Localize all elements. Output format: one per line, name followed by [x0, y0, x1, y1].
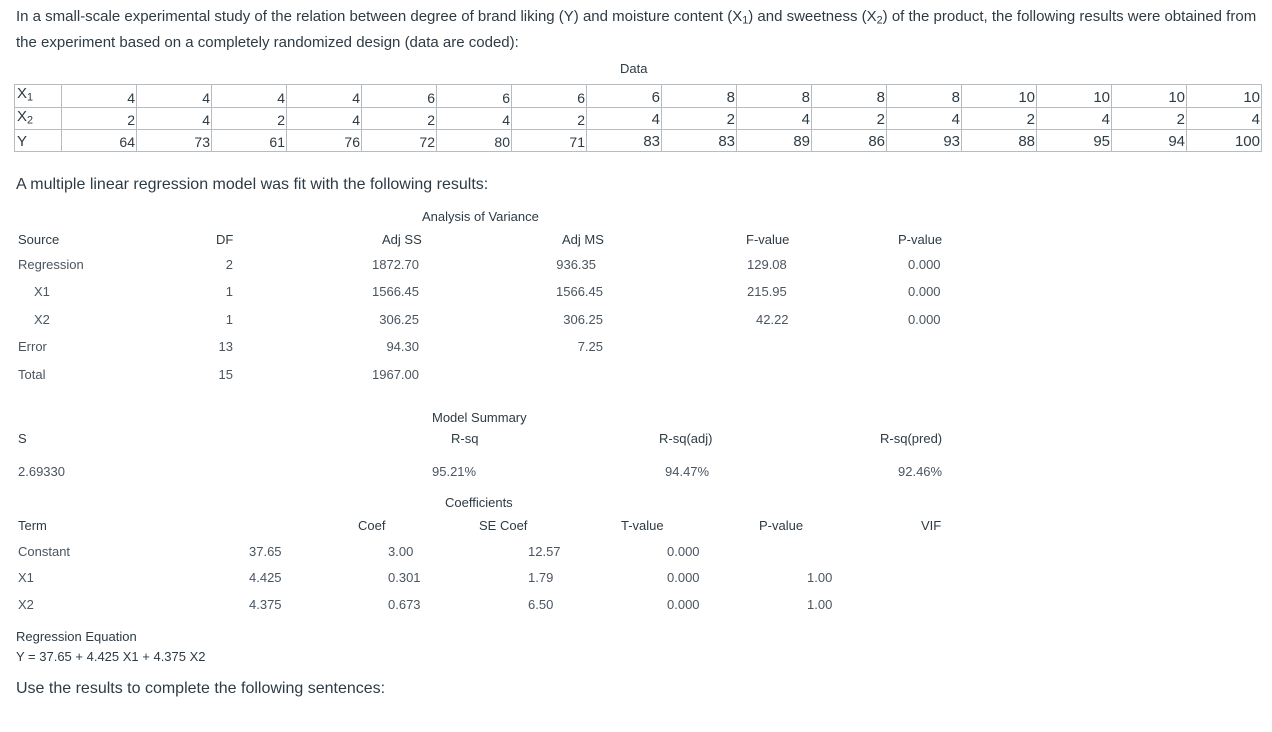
summary-header-rsq-adj: R-sq(adj) — [659, 431, 713, 446]
data-cell: 10 — [962, 85, 1037, 108]
coef-header-term: Term — [18, 518, 47, 533]
coef-vif: 1.00 — [807, 570, 833, 585]
data-cell: 2 — [512, 107, 587, 130]
coef-p: 0.000 — [667, 570, 700, 585]
anova-header-f-value: F-value — [746, 232, 790, 247]
coef-se: 0.301 — [388, 570, 421, 585]
data-row-x2 — [15, 107, 1262, 130]
coef-t: 1.79 — [528, 570, 554, 585]
data-table — [14, 84, 1262, 152]
anova-ms: 306.25 — [563, 312, 603, 327]
anova-header-source: Source — [18, 232, 60, 247]
data-cell: 10 — [1187, 85, 1262, 108]
problem-statement — [16, 6, 1266, 54]
data-row-y — [15, 130, 1262, 152]
anova-ms: 936.35 — [556, 257, 596, 272]
anova-df: 2 — [225, 257, 233, 272]
data-cell: 61 — [212, 130, 287, 152]
coef-se: 3.00 — [388, 544, 414, 559]
data-cell: 83 — [662, 130, 737, 152]
data-cell: 93 — [887, 130, 962, 152]
coef-term: X2 — [18, 597, 34, 612]
anova-f: 215.95 — [747, 284, 787, 299]
model-sentence: A multiple linear regression model was fit with the following results: — [16, 176, 489, 193]
anova-df: 1 — [225, 284, 233, 299]
anova-header-p-value: P-value — [898, 232, 943, 247]
coefficients-caption: Coefficients — [445, 495, 513, 510]
data-cell: 2 — [362, 107, 437, 130]
coef-term: Constant — [18, 544, 71, 559]
data-cell: 2 — [1112, 107, 1187, 130]
data-cell: 8 — [887, 85, 962, 108]
data-cell: 4 — [587, 107, 662, 130]
coef-header-t-value: T-value — [621, 518, 664, 533]
coef-vif: 1.00 — [807, 597, 833, 612]
anova-source: Regression — [18, 257, 84, 272]
anova-header-adj-ss: Adj SS — [382, 232, 422, 247]
intro-subscript-1: 1 — [742, 14, 749, 27]
data-cell: 94 — [1112, 130, 1187, 152]
coef-header-p-value: P-value — [759, 518, 804, 533]
coef-term: X1 — [18, 570, 34, 585]
summary-value-s: 2.69330 — [18, 464, 65, 479]
data-cell: 71 — [512, 130, 587, 152]
data-cell: 2 — [212, 107, 287, 130]
data-cell: 89 — [737, 130, 812, 152]
data-cell: 72 — [362, 130, 437, 152]
summary-value-rsq-pred: 92.46% — [898, 464, 943, 479]
model-summary-caption: Model Summary — [432, 410, 527, 425]
data-cell: 6 — [512, 85, 587, 108]
anova-header-adj-ms: Adj MS — [562, 232, 604, 247]
intro-subscript-2: 2 — [876, 14, 883, 27]
anova-df: 13 — [218, 339, 233, 354]
data-cell: 4 — [62, 85, 137, 108]
intro-text-2: ) and sweetness (X — [748, 8, 877, 25]
anova-df: 1 — [225, 312, 233, 327]
data-cell: 73 — [137, 130, 212, 152]
data-cell: 4 — [737, 107, 812, 130]
anova-ss: 1566.45 — [372, 284, 419, 299]
coef-t: 6.50 — [528, 597, 554, 612]
data-cell: 88 — [962, 130, 1037, 152]
data-cell: 76 — [287, 130, 362, 152]
data-cell: 83 — [587, 130, 662, 152]
closing-sentence: Use the results to complete the following sentences: — [16, 680, 386, 697]
coef-t: 12.57 — [528, 544, 561, 559]
coef-value: 37.65 — [249, 544, 282, 559]
data-cell: 100 — [1187, 130, 1262, 152]
anova-ms: 1566.45 — [556, 284, 603, 299]
data-cell: 8 — [812, 85, 887, 108]
data-cell: 2 — [962, 107, 1037, 130]
data-cell: 2 — [662, 107, 737, 130]
data-cell: 6 — [437, 85, 512, 108]
anova-source: Total — [18, 367, 46, 382]
data-row-x1 — [15, 85, 1262, 108]
coef-p: 0.000 — [667, 544, 700, 559]
regression-equation: Y = 37.65 + 4.425 X1 + 4.375 X2 — [16, 649, 206, 664]
data-cell: 95 — [1037, 130, 1112, 152]
data-cell: 4 — [287, 85, 362, 108]
coef-p: 0.000 — [667, 597, 700, 612]
anova-source: X1 — [34, 284, 50, 299]
data-cell: 10 — [1112, 85, 1187, 108]
coef-header-coef: Coef — [358, 518, 386, 533]
data-cell: 4 — [137, 85, 212, 108]
anova-header-df: DF — [216, 232, 234, 247]
data-cell: 6 — [587, 85, 662, 108]
data-cell: 8 — [737, 85, 812, 108]
data-cell: 4 — [437, 107, 512, 130]
data-cell: 4 — [887, 107, 962, 130]
anova-ss: 1967.00 — [372, 367, 419, 382]
data-cell: 2 — [812, 107, 887, 130]
summary-header-s: S — [18, 431, 27, 446]
data-cell: 4 — [1187, 107, 1262, 130]
anova-p: 0.000 — [908, 257, 941, 272]
data-cell: 4 — [1037, 107, 1112, 130]
summary-value-rsq: 95.21% — [432, 464, 477, 479]
data-cell: 6 — [362, 85, 437, 108]
anova-p: 0.000 — [908, 284, 941, 299]
anova-f: 129.08 — [747, 257, 787, 272]
summary-header-rsq: R-sq — [451, 431, 479, 446]
anova-f: 42.22 — [756, 312, 789, 327]
coef-value: 4.425 — [249, 570, 282, 585]
summary-value-rsq-adj: 94.47% — [665, 464, 710, 479]
regression-equation-caption: Regression Equation — [16, 629, 137, 644]
data-cell: 4 — [137, 107, 212, 130]
anova-df: 15 — [218, 367, 233, 382]
data-cell: 8 — [662, 85, 737, 108]
row-label-y: Y — [15, 130, 62, 152]
data-cell: 86 — [812, 130, 887, 152]
row-label-x1: $X_1$ — [15, 85, 62, 108]
anova-source: X2 — [34, 312, 50, 327]
row-label-x2: $X_2$ — [15, 107, 62, 130]
anova-ss: 306.25 — [379, 312, 419, 327]
anova-source: Error — [18, 339, 47, 354]
data-cell: 4 — [212, 85, 287, 108]
data-cell: 80 — [437, 130, 512, 152]
data-table-caption: Data — [620, 61, 648, 76]
coef-header-se-coef: SE Coef — [479, 518, 528, 533]
anova-ss: 1872.70 — [372, 257, 419, 272]
data-cell: 4 — [287, 107, 362, 130]
data-cell: 64 — [62, 130, 137, 152]
anova-ms: 7.25 — [577, 339, 603, 354]
anova-caption: Analysis of Variance — [422, 209, 539, 224]
summary-header-rsq-pred: R-sq(pred) — [880, 431, 943, 446]
coef-se: 0.673 — [388, 597, 421, 612]
intro-text-3: ) of the product, the following results were obtained from the experiment based on a completely randomized design (data are coded): — [16, 8, 1257, 51]
intro-text-1: In a small-scale experimental study of the relation between degree of brand liking (Y) and moisture content (X — [16, 8, 743, 25]
coef-value: 4.375 — [249, 597, 282, 612]
data-cell: 10 — [1037, 85, 1112, 108]
coef-header-vif: VIF — [921, 518, 942, 533]
anova-ss: 94.30 — [386, 339, 419, 354]
anova-p: 0.000 — [908, 312, 941, 327]
data-cell: 2 — [62, 107, 137, 130]
